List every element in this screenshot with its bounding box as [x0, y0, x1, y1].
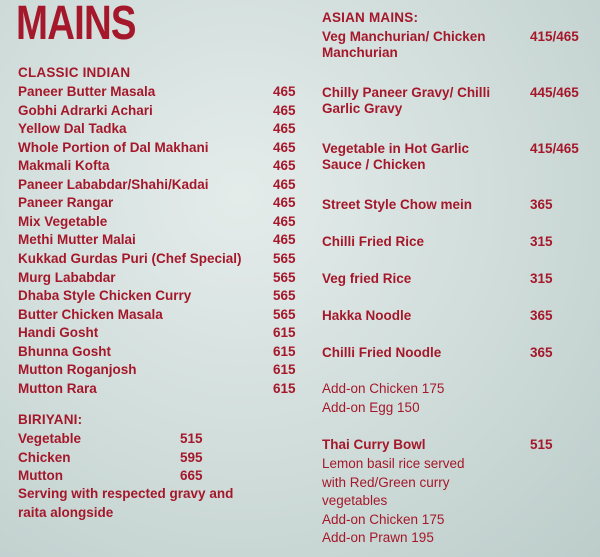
item-price: 465: [273, 176, 296, 192]
item-price: 615: [273, 343, 296, 359]
item-name: Mutton Rara: [18, 380, 97, 396]
item-name: Kukkad Gurdas Puri (Chef Special): [18, 250, 242, 266]
item-price: 315: [530, 234, 553, 249]
item-name: Paneer Butter Masala: [18, 84, 156, 99]
item-name: Dhaba Style Chicken Curry: [18, 288, 192, 304]
item-price: 365: [530, 345, 553, 360]
addon-egg-text: Add-on Egg 150: [322, 400, 420, 415]
thai-curry-addon-chicken: Add-on Chicken 175: [322, 512, 445, 527]
item-name: Hakka Noodle: [322, 308, 412, 323]
biriyani-note-line1: Serving with respected gravy and: [18, 486, 234, 501]
item-name: Gobhi Adrarki Achari: [18, 102, 153, 118]
item-price: 365: [530, 197, 553, 212]
item-name: Paneer Rangar: [18, 195, 114, 211]
menu-item-row: [322, 271, 553, 286]
thai-curry-price: 515: [530, 437, 553, 452]
item-name: Yellow Dal Tadka: [18, 121, 127, 137]
item-name: Vegetable in Hot Garlic: [322, 141, 470, 156]
item-price: 465: [273, 121, 296, 137]
item-name: Mutton: [18, 468, 63, 483]
item-name-cont: Sauce / Chicken: [322, 157, 426, 172]
item-name: Vegetable: [18, 431, 82, 446]
item-price: 615: [273, 380, 296, 396]
item-name: Whole Portion of Dal Makhani: [18, 139, 209, 155]
page-title: MAINS: [16, 0, 136, 50]
item-name: Bhunna Gosht: [18, 343, 111, 359]
item-name: Veg fried Rice: [322, 271, 412, 286]
thai-curry-desc-line1: Lemon basil rice served: [322, 456, 465, 471]
item-price: 565: [273, 288, 296, 304]
item-name: Paneer Lababdar/Shahi/Kadai: [18, 176, 209, 192]
thai-curry-name: Thai Curry Bowl: [322, 437, 426, 452]
item-name: Handi Gosht: [18, 325, 99, 341]
menu-item-row: [322, 141, 579, 172]
item-name: Chilly Paneer Gravy/ Chilli: [322, 85, 491, 100]
item-price: 365: [530, 308, 553, 323]
item-price: 415/465: [530, 141, 579, 156]
item-price: 615: [273, 362, 296, 378]
item-name: Chilli Fried Noodle: [322, 345, 442, 360]
menu-item-row: [322, 197, 553, 212]
item-name: Street Style Chow mein: [322, 197, 473, 212]
item-price: 595: [180, 449, 203, 465]
item-name: Butter Chicken Masala: [18, 306, 163, 322]
menu-item-row: [322, 85, 579, 116]
item-price: 465: [273, 213, 296, 229]
item-price: 465: [273, 195, 296, 211]
menu-item-row: [322, 308, 553, 323]
item-price: 665: [180, 468, 203, 483]
item-name: Chilli Fried Rice: [322, 234, 425, 249]
menu-item-row: [322, 234, 553, 249]
item-price: 515: [180, 431, 203, 446]
menu-item-row: [322, 29, 579, 60]
item-name-cont: Manchurian: [322, 45, 398, 60]
item-name: Methi Mutter Malai: [18, 232, 136, 248]
item-price: 465: [273, 84, 296, 99]
item-price: 565: [273, 269, 296, 285]
asian-mains-heading: ASIAN MAINS:: [322, 10, 419, 25]
item-name-cont: Garlic Gravy: [322, 101, 403, 116]
item-name: Makmali Kofta: [18, 158, 110, 174]
thai-curry-desc-line2: with Red/Green curry: [322, 475, 450, 490]
item-price: 465: [273, 232, 296, 248]
item-price: 565: [273, 306, 296, 322]
item-price: 465: [273, 158, 296, 174]
classic-indian-heading: CLASSIC INDIAN: [18, 65, 131, 80]
item-name: Mutton Roganjosh: [18, 362, 137, 378]
item-name: Chicken: [18, 449, 71, 465]
item-price: 565: [273, 250, 296, 266]
item-price: 615: [273, 325, 296, 341]
item-price: 465: [273, 139, 296, 155]
thai-curry-addon-prawn: Add-on Prawn 195: [322, 530, 434, 545]
item-name: Veg Manchurian/ Chicken: [322, 29, 486, 44]
thai-curry-desc-line3: vegetables: [322, 493, 388, 508]
item-price: 415/465: [530, 29, 579, 44]
addon-chicken-text: Add-on Chicken 175: [322, 381, 445, 396]
item-price: 315: [530, 271, 553, 286]
biriyani-heading: BIRIYANI:: [18, 412, 83, 427]
menu-item-row: [322, 345, 553, 360]
item-price: 445/465: [530, 85, 579, 100]
item-name: Murg Lababdar: [18, 269, 116, 285]
biriyani-note-line2: raita alongside: [18, 505, 114, 520]
item-name: Mix Vegetable: [18, 213, 108, 229]
item-price: 465: [273, 102, 296, 118]
